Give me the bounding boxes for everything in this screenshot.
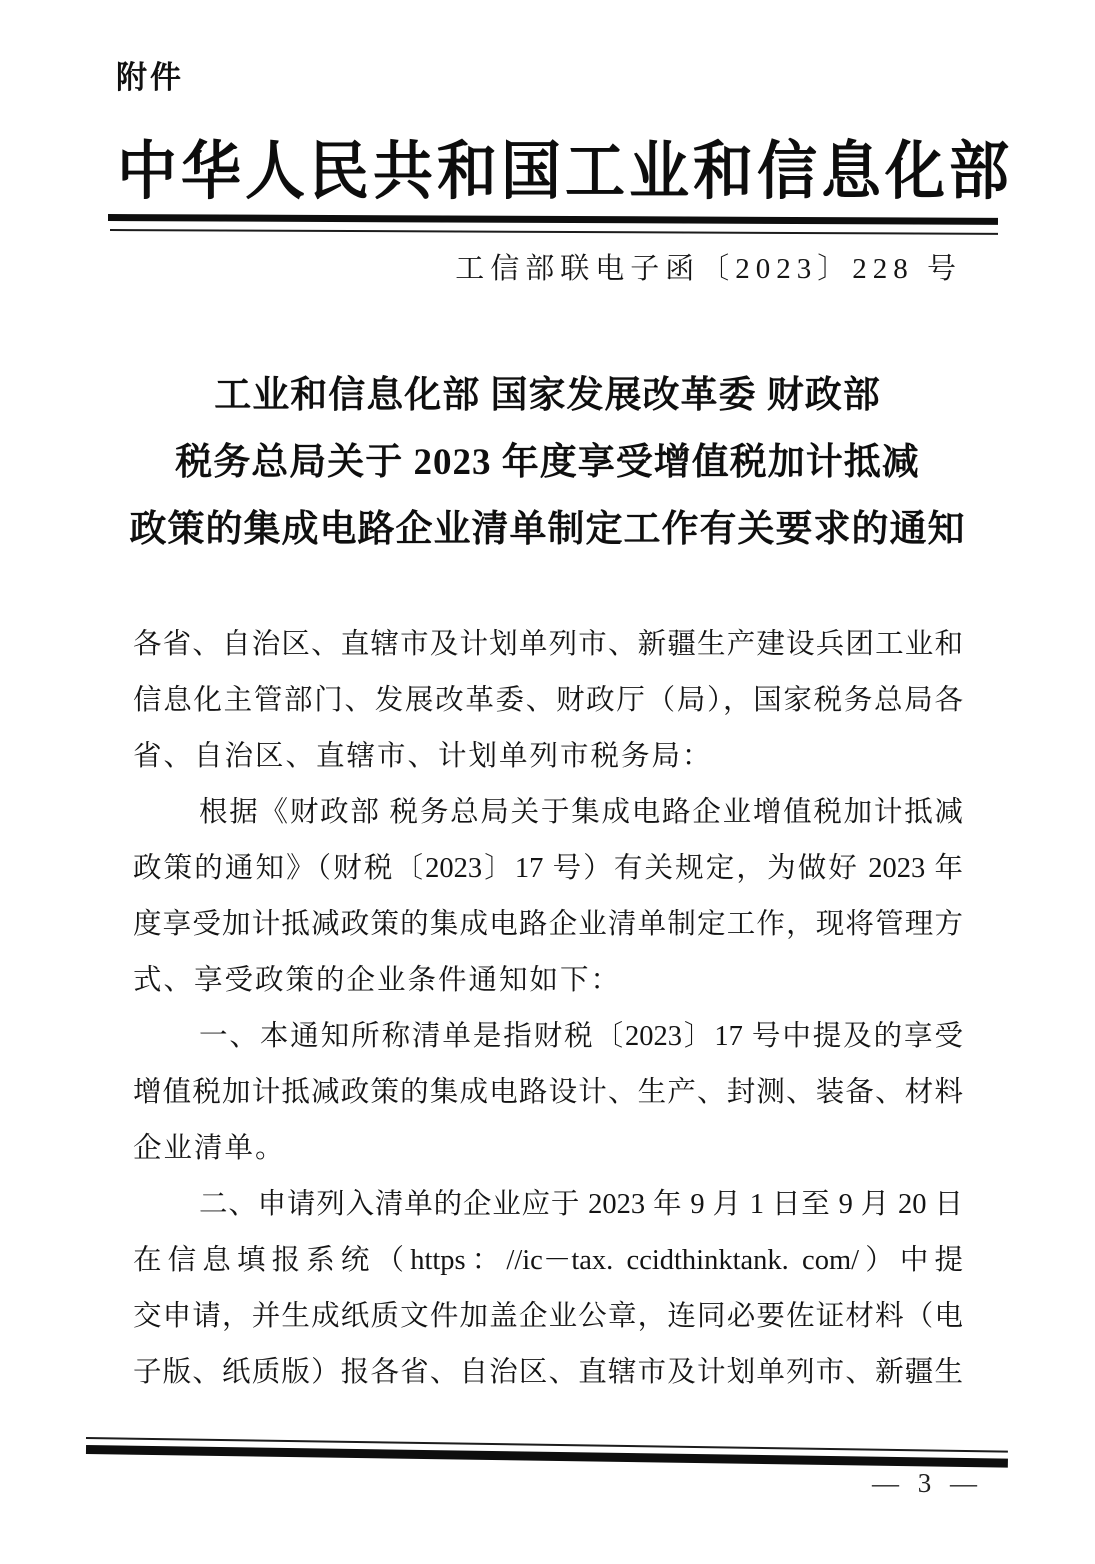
body-line: 省、自治区、直辖市、计划单列市税务局： xyxy=(133,741,713,772)
title-line: 工业和信息化部 国家发展改革委 财政部 xyxy=(214,375,881,416)
body-line: 在信息填报系统（https：//ic－tax. ccidthinktank. com/）中提 xyxy=(133,1245,963,1276)
body-line: 式、享受政策的企业条件通知如下： xyxy=(133,965,622,996)
attachment-label: 附件 xyxy=(116,60,184,95)
doc-number: 工信部联电子函〔2023〕228 号 xyxy=(455,253,962,285)
body-line: 增值税加计抵减政策的集成电路设计、生产、封测、装备、材料 xyxy=(133,1077,963,1108)
page-number: — 3 — xyxy=(872,1468,983,1498)
body-line: 企业清单。 xyxy=(133,1133,286,1164)
body-line: 政策的通知》（财税〔2023〕17 号）有关规定，为做好 2023 年 xyxy=(133,853,963,884)
body-line: 一、本通知所称清单是指财税〔2023〕17 号中提及的享受 xyxy=(199,1021,963,1052)
body-text xyxy=(133,617,963,1401)
header-rule-thin xyxy=(110,229,998,235)
title-line: 税务总局关于 2023 年度享受增值税加计抵减 xyxy=(175,442,920,483)
body-line: 子版、纸质版）报各省、自治区、直辖市及计划单列市、新疆生 xyxy=(133,1357,963,1388)
body-line: 信息化主管部门、发展改革委、财政厅（局），国家税务总局各 xyxy=(133,685,963,716)
body-line: 根据《财政部 税务总局关于集成电路企业增值税加计抵减 xyxy=(199,797,963,828)
title-line: 政策的集成电路企业清单制定工作有关要求的通知 xyxy=(129,509,966,550)
letterhead-title: 中华人民共和国工业和信息化部 xyxy=(117,136,1013,207)
header-rule-thick xyxy=(108,214,998,225)
body-line: 各省、自治区、直辖市及计划单列市、新疆生产建设兵团工业和 xyxy=(133,629,963,660)
body-line: 交申请，并生成纸质文件加盖企业公章，连同必要佐证材料（电 xyxy=(133,1301,963,1332)
notice-title xyxy=(80,362,1015,563)
body-line: 度享受加计抵减政策的集成电路企业清单制定工作，现将管理方 xyxy=(133,909,963,940)
body-line: 二、申请列入清单的企业应于 2023 年 9 月 1 日至 9 月 20 日 xyxy=(199,1189,963,1220)
